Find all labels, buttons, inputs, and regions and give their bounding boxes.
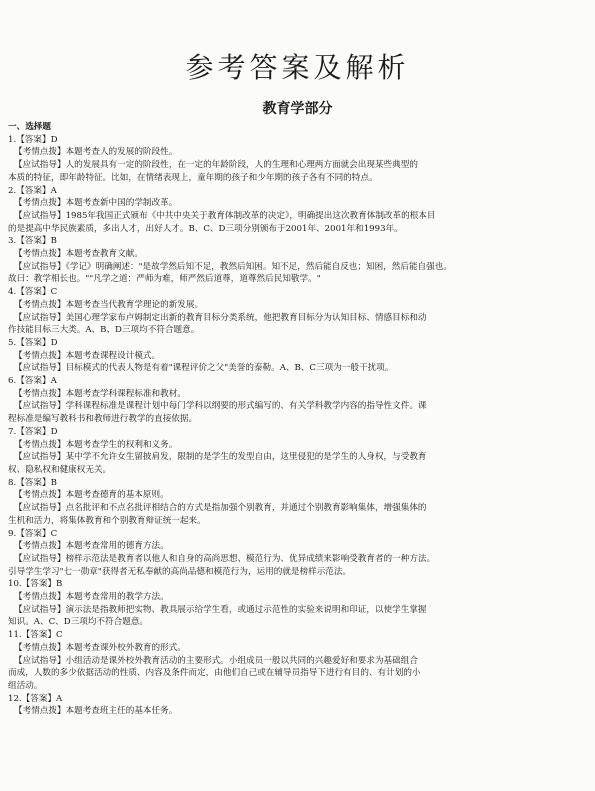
exam-point-line: 【考情点拨】本题考查班主任的基本任务。 [14,706,178,717]
answer-item [8,426,587,477]
guide-line: 程标准是编写教科书和教师进行教学的直接依据。 [8,414,198,425]
answer-line [8,528,587,541]
page-title: 参考答案及解析 [185,51,410,84]
answer-text: 【答案】B [16,236,57,247]
guide-line: 【应试指导】演示法是指教师把实物、教具展示给学生看，或通过示范性的实验来说明和印证，以使学生掌握 [14,604,427,615]
exam-point-line: 【考情点拨】本题考查新中国的学制改革。 [14,198,178,209]
guide-line: 生机和活力，将集体教育和个别教育辩证统一起来。 [8,515,206,526]
guide-line: 【应试指导】榜样示范法是教育者以他人和自身的高尚思想、模范行为、优异成绩来影响受教育者的一种方法。 [14,553,436,564]
answer-line [8,477,587,490]
answer-line [8,286,587,299]
answer-item [8,185,587,236]
part-heading: 一、选择题 [8,122,51,132]
answer-item [8,578,587,629]
question-number: 2. [8,185,17,196]
answer-item [8,134,587,185]
exam-point-line: 【考情点拨】本题考查常用的德育方法。 [14,541,169,552]
answer-line [8,185,587,198]
guide-line: 的是提高中华民族素质，多出人才，出好人才。B、C、D三项分别颁布于2001年、2001年和1993年。 [8,223,403,234]
answer-line [8,578,587,591]
guide-line: 而成，人数的多少依据活动的性质、内容及条件而定，由他们自己或在辅导员指导下进行有目的、有计划的小 [8,668,421,679]
guide-line: 【应试指导】某中学不允许女生留披肩发，限制的是学生的发型自由，这里侵犯的是学生的人身权，与受教育 [14,452,427,463]
answer-text: 【答案】A [21,693,63,704]
question-number: 8. [8,477,17,488]
question-number: 4. [8,287,17,298]
question-number: 12. [8,693,22,704]
answer-text: 【答案】C [16,528,58,539]
answer-list [8,134,587,718]
question-number: 1. [8,134,17,145]
question-number: 6. [8,376,17,387]
answer-item [8,235,587,286]
question-number: 9. [8,528,17,539]
answer-item [8,528,587,579]
exam-point-line: 【考情点拨】本题考查教育文献。 [14,249,143,260]
answer-text: 【答案】A [16,376,57,387]
guide-line: 【应试指导】《学记》明确阐述："是故学然后知不足，教然后知困。知不足，然后能自反也；知困，然后能自强也。 [14,261,452,272]
answer-line [8,629,587,642]
guide-line: 【应试指导】小组活动是课外校外教育活动的主要形式。小组成员一般以共同的兴趣爱好和要求为基础组合 [14,655,418,666]
answer-line [8,375,587,388]
answer-text: 【答案】A [16,185,57,196]
exam-point-line: 【考情点拨】本题考查课外校外教育的形式。 [14,642,186,653]
answer-text: 【答案】B [21,579,63,590]
answer-line [8,235,587,248]
answer-item [8,286,587,337]
guide-line: 故曰：教学相长也。""凡学之道：严师为难，师严然后道尊，道尊然后民知敬学。" [8,274,321,285]
answer-text: 【答案】C [21,630,63,641]
question-number: 11. [8,630,22,641]
guide-line: 【应试指导】学科课程标准是课程计划中每门学科以纲要的形式编写的、有关学科教学内容的指导性文件。课 [14,401,427,412]
answer-content [8,121,587,718]
question-number: 7. [8,426,17,437]
answer-line [8,693,587,706]
guide-line: 组活动。 [8,680,43,691]
question-number: 3. [8,236,17,247]
guide-line: 【应试指导】点名批评和不点名批评相结合的方式是指加强个别教育，并通过个别教育影响集体，增强集体的 [14,503,427,514]
answer-text: 【答案】B [16,477,57,488]
exam-point-line: 【考情点拨】本题考查课程设计模式。 [14,350,161,361]
answer-item [8,337,587,375]
guide-line: 【应试指导】1985年我国正式颁布《中共中央关于教育体制改革的决定》，明确提出这次教育体制改革的根本目 [14,210,436,221]
exam-point-line: 【考情点拨】本题考查人的发展的阶段性。 [14,147,178,158]
answer-item [8,629,587,693]
answer-item [8,477,587,528]
answer-line [8,426,587,439]
exam-point-line: 【考情点拨】本题考查学生的权利和义务。 [14,439,178,450]
guide-line: 【应试指导】目标模式的代表人物是有着"课程评价之父"美誉的泰勒。A、B、C三项为一般干扰项。 [14,363,394,374]
guide-line: 本质的特征，即年龄特征。比如，在情绪表现上，童年期的孩子和少年期的孩子各有不同的特点。 [8,172,378,183]
guide-line: 引导学生学习"七一勋章"获得者无私奉献的高尚品德和模范行为，运用的就是榜样示范法。 [8,566,352,577]
guide-line: 作技能目标三大类。A、B、D三项均不符合题意。 [8,325,200,336]
answer-text: 【答案】D [16,134,58,145]
exam-point-line: 【考情点拨】本题考查学科课程标准和教材。 [14,388,186,399]
exam-point-line: 【考情点拨】本题考查德育的基本原则。 [14,490,169,501]
answer-item [8,693,587,718]
answer-text: 【答案】D [16,426,58,437]
answer-text: 【答案】C [16,287,58,298]
guide-line: 知识。A、C、D三项均不符合题意。 [8,617,148,628]
answer-line [8,337,587,350]
exam-point-line: 【考情点拨】本题考查常用的教学方法。 [14,592,169,603]
question-number: 10. [8,579,22,590]
section-title: 教育学部分 [262,101,333,117]
question-number: 5. [8,337,17,348]
guide-line: 权、隐私权和健康权无关。 [8,464,112,475]
answer-line [8,134,587,147]
answer-item [8,375,587,426]
guide-line: 【应试指导】人的发展具有一定的阶段性，在一定的年龄阶段，人的生理和心理两方面就会出现某些典型的 [14,160,418,171]
exam-point-line: 【考情点拨】本题考查当代教育学理论的新发展。 [14,299,204,310]
answer-text: 【答案】D [16,337,58,348]
guide-line: 【应试指导】美国心理学家布卢姆制定出新的教育目标分类系统，他把教育目标分为认知目标、情感目标和动 [14,312,427,323]
